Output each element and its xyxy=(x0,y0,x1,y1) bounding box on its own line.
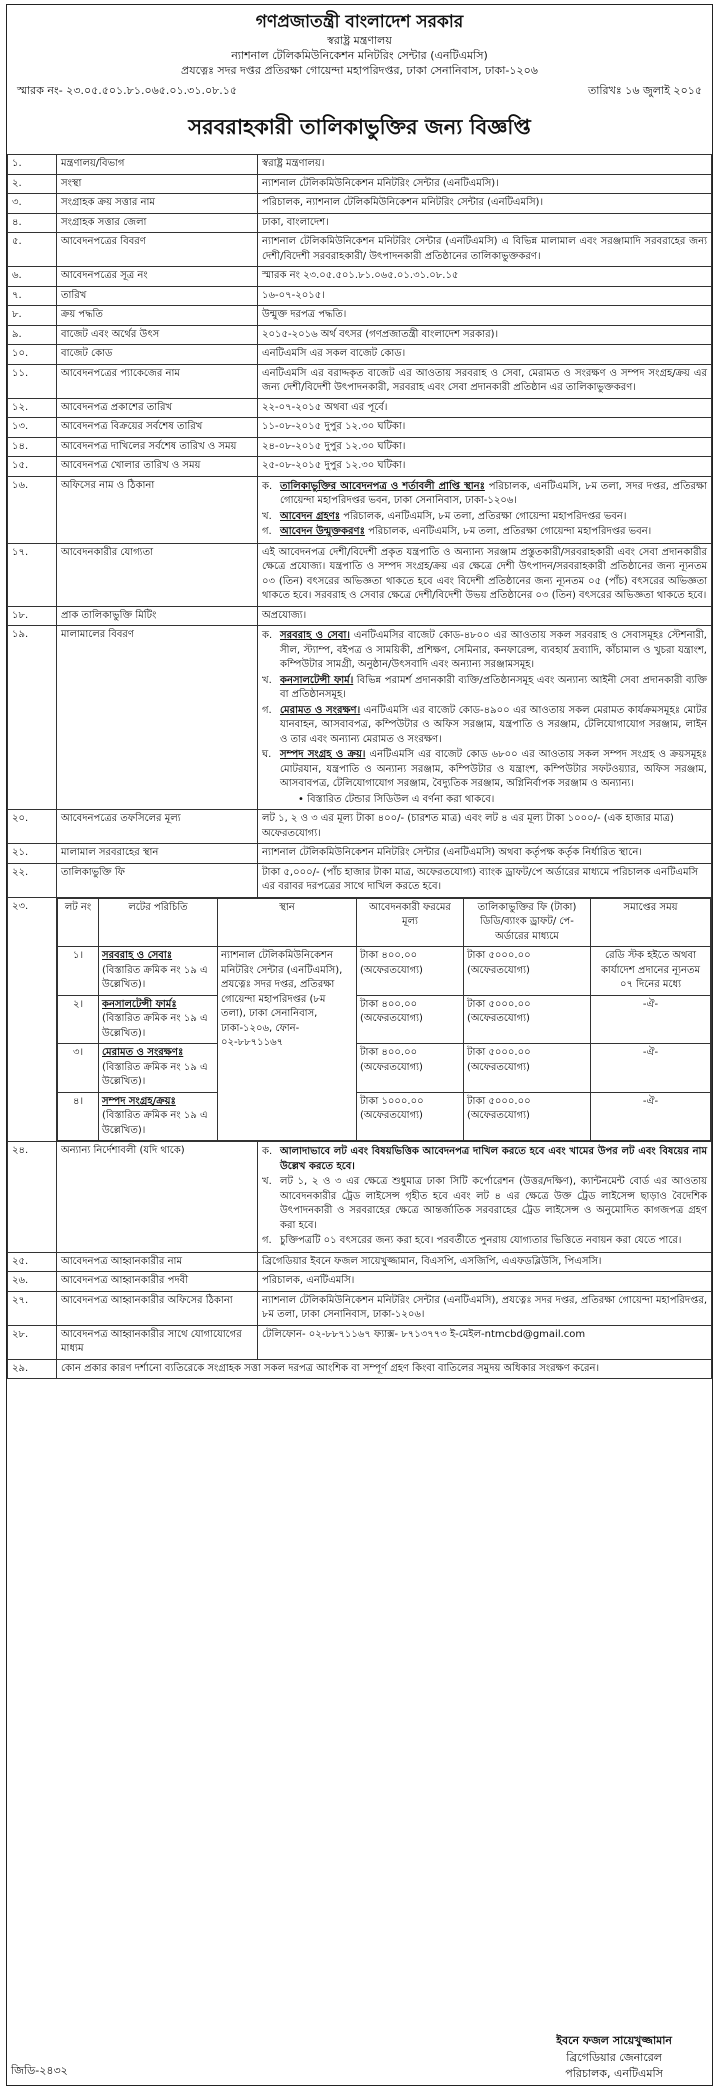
row-value: ১১-০৮-২০১৫ দুপুর ১২.৩০ ঘটিকা। xyxy=(258,418,712,438)
item-heading: সম্পদ সংগ্রহ ও ক্রয়। xyxy=(280,749,366,761)
row-value: ব্রিগেডিয়ার ইবনে ফজল সায়েখুজ্জামান, বিএসপি, এসজিপি, এএফডব্লিউসি, পিএসসি। xyxy=(258,1252,712,1272)
item-key: ক. xyxy=(262,480,273,492)
table-row xyxy=(8,194,712,214)
row-value: টেলিফোন- ০২-৮৮৭১১৬৭ ফ্যাক্স- ৮৭১৩৭৭৩ ই-মেইল-ntmcbd@gmail.com xyxy=(258,1325,712,1359)
row-label: আবেদনপত্র আহ্বানকারীর নাম xyxy=(57,1252,258,1272)
row-value xyxy=(258,1142,712,1253)
price-value: টাকা ১০০০.০০ xyxy=(360,1095,424,1107)
row-value: ২৪-০৮-২০১৫ দুপুর ১২.৩০ ঘটিকা। xyxy=(258,437,712,457)
price-note: (অফেরতযোগ্য) xyxy=(360,1013,423,1025)
row-number: ১২. xyxy=(8,398,57,418)
row-number: ৫. xyxy=(8,233,57,267)
row-label: আবেদনকারীর যোগ্যতা xyxy=(57,543,258,606)
item-key: গ. xyxy=(262,526,272,538)
lot-row xyxy=(58,1044,711,1093)
footer xyxy=(7,2033,712,2085)
table-row xyxy=(8,345,712,365)
row-number: ১. xyxy=(8,155,57,175)
lot-row xyxy=(58,947,711,996)
lots-header-cell: তালিকাভুক্তির ফি (টাকা) ডিডি/ব্যাংক ড্রাফট/ পে-অর্ডারের মাধ্যমে xyxy=(464,898,591,947)
table-row xyxy=(8,1272,712,1292)
lot-completion-time: -ঐ- xyxy=(591,1092,711,1141)
lot-description xyxy=(99,947,218,996)
item-body: লট ১, ২ ও ৩ এর ক্ষেত্রে শুধুমাত্র ঢাকা সিটি কর্পোরেশন (উত্তর/দক্ষিণ), ক্যান্টনমেন্ট বোর্ড এর আওতায় আবেদনকারীর ট্রেড লাইসেন্স গৃহীত হবে এবং লট ৪ এর ক্ষেত্রে উক্ত ট্রেড লাইসেন্স ছাড়াও বৈদেশিক উৎপাদনকারী ও সরবরাহের ক্ষেত্রে আন্তর্জাতিক সরবরাহের ট্রেড লাইসেন্স ও অনুমোদিত কাগজপত্র গ্রহণ করা হবে। xyxy=(280,1176,707,1231)
list-item xyxy=(262,1175,707,1233)
row-number: ২৮. xyxy=(8,1325,57,1359)
row-value: টাকা ৫,০০০/- (পাঁচ হাজার টাকা মাত্র, অফেরতযোগ্য) ব্যাংক ড্রাফট/পে অর্ডারের মাধ্যমে পরিচালক এনটিএমসি এর বরাবর দরপত্রের সাথে দাখিল করতে হবে। xyxy=(258,863,712,897)
lots-header-row xyxy=(58,898,711,947)
table-row xyxy=(8,267,712,287)
row-value: ন্যাশনাল টেলিকমিউনিকেশন মনিটরিং সেন্টার (এনটিএমসি)। xyxy=(258,174,712,194)
row-number: ১৩. xyxy=(8,418,57,438)
table-row xyxy=(8,155,712,175)
table-row xyxy=(8,325,712,345)
item-key: ক. xyxy=(262,630,273,642)
header xyxy=(7,11,712,78)
lot-number: ৪। xyxy=(58,1092,99,1141)
lot-description xyxy=(99,995,218,1044)
row-label: মালামালের বিবরণ xyxy=(57,626,258,810)
table-row xyxy=(8,543,712,606)
table-row xyxy=(8,810,712,844)
item-body: পরিচালক, এনটিএমসি, ৮ম তলা, সদর দপ্তর, প্রতিরক্ষা গোয়েন্দা মহাপরিদপ্তর ভবন, ঢাকা সেনানিবাস, ঢাকা-১২০৬। xyxy=(280,480,707,507)
lots-header-cell: লটের পরিচিতি xyxy=(99,898,218,947)
lots-cell xyxy=(57,897,712,1142)
row-value: ২০১৫-২০১৬ অর্থ বৎসর (গণপ্রজাতন্ত্রী বাংলাদেশ সরকার)। xyxy=(258,325,712,345)
item-body: বিভিন্ন পরামর্শ প্রদানকারী ব্যক্তি/প্রতিষ্ঠানসমূহ এবং অন্যান্য আইনী সেবা প্রদানকারী ব্যক্তি বা প্রতিষ্ঠানসমূহ। xyxy=(280,674,707,701)
lots-header-cell: স্থান xyxy=(218,898,357,947)
item-heading: তালিকাভুক্তির আবেদনপত্র ও শর্তাবলী প্রাপ্তি স্থানঃ xyxy=(280,480,485,492)
row-number: ১৭. xyxy=(8,543,57,606)
row-number: ২৭. xyxy=(8,1291,57,1325)
lot-row xyxy=(58,995,711,1044)
fee-note: (অফেরতযোগ্য) xyxy=(467,1061,530,1073)
item-key: গ. xyxy=(262,704,272,716)
row-label: মালামাল সরবরাহের স্থান xyxy=(57,844,258,864)
item-text xyxy=(280,1145,707,1174)
list-item xyxy=(262,480,707,509)
lot-subtitle: (বিস্তারিত ক্রমিক নং ১৯ এ উল্লেখিত)। xyxy=(102,1110,208,1136)
row-number: ৯. xyxy=(8,325,57,345)
row-value: স্মারক নং ২৩.০৫.৫০১.৮১.০৬৫.০১.৩১.০৮.১৫ xyxy=(258,267,712,287)
lot-completion-time: -ঐ- xyxy=(591,1044,711,1093)
row-label: সংস্থা xyxy=(57,174,258,194)
lot-subtitle: (বিস্তারিত ক্রমিক নং ১৯ এ উল্লেখিত)। xyxy=(102,964,208,991)
row-label: আবেদনপত্র আহ্বানকারীর পদবী xyxy=(57,1272,258,1292)
signatory-rank: ব্রিগেডিয়ার জেনারেল xyxy=(566,2050,663,2064)
row-value xyxy=(258,476,712,543)
row-number: ১০. xyxy=(8,345,57,365)
row-label: আবেদনপত্রের তফসিলের মূল্য xyxy=(57,810,258,844)
row-number: ১৫. xyxy=(8,457,57,477)
item-key: ঘ. xyxy=(262,749,272,761)
row-value: ২২-০৭-২০১৫ অথবা এর পূর্বে। xyxy=(258,398,712,418)
reference-line xyxy=(7,78,712,103)
item-body: পরিচালক, এনটিএমসি, ৮ম তলা, প্রতিরক্ষা গোয়েন্দা মহাপরিদপ্তর ভবন। xyxy=(340,510,627,522)
row-number: ২. xyxy=(8,174,57,194)
table-row xyxy=(8,1291,712,1325)
list-item xyxy=(262,748,707,792)
list-item xyxy=(262,1145,707,1174)
row-label: আবেদনপত্র আহ্বানকারীর অফিসের ঠিকানা xyxy=(57,1291,258,1325)
row-label: আবেদনপত্র বিক্রয়ের সর্বশেষ তারিখ xyxy=(57,418,258,438)
fee-value: টাকা ৫০০০.০০ xyxy=(467,950,531,962)
item-body: এনটিএমসির বাজেট কোড-৪৮০০ এর আওতায় সকল সরবরাহ ও সেবাসমূহঃ স্টেশনারী, সীল, স্ট্যাম্প, বইপত্র ও সাময়িকী, প্রশিক্ষণ, সেমিনার, কনফারেন্স, ব্যবহার্য দ্রব্যাদি, কাঁচামাল ও খুচরা যন্ত্রাংশ, কম্পিউটার সামগ্রী, অনুষ্ঠান/উৎসবাদি এবং অন্যান্য সরঞ্জামসমূহ। xyxy=(280,630,707,671)
row-number: ১৬. xyxy=(8,476,57,543)
item-heading: আবেদন গ্রহণঃ xyxy=(280,510,341,522)
item-body: এনটিএমসি এর বাজেট কোড-৪৯০০ এর আওতায় সকল মেরামত কার্যক্রমসমূহঃ মোটর যানবাহন, আসবাবপত্র, কম্পিউটার ও অফিস সরঞ্জাম, যন্ত্রপাতি ও সরঞ্জাম, টেলিযোগাযোগ সরঞ্জাম, লাইন ও তার এবং অন্যান্য মেরামত ও সংরক্ষণ। xyxy=(280,704,707,745)
row-label: আবেদনপত্রের প্যাকেজের নাম xyxy=(57,364,258,398)
row-label: আবেদনপত্রের বিবরণ xyxy=(57,233,258,267)
bullet-text: বিস্তারিত টেন্ডার সিডিউল এ বর্ণনা করা থাকবে। xyxy=(307,793,495,805)
row-label: বাজেট এবং অর্থের উৎস xyxy=(57,325,258,345)
row-number: ৬. xyxy=(8,267,57,287)
table-row xyxy=(8,626,712,810)
list-item xyxy=(262,525,707,540)
signature-block xyxy=(556,2033,672,2083)
memo-date: তারিখঃ ১৬ জুলাই ২০১৫ xyxy=(587,84,702,98)
row-label: আবেদনপত্র দাখিলের সর্বশেষ তারিখ ও সময় xyxy=(57,437,258,457)
row-value: স্বরাষ্ট্র মন্ত্রণালয়। xyxy=(258,155,712,175)
row-label: আবেদনপত্র প্রকাশের তারিখ xyxy=(57,398,258,418)
bullet-note: • বিস্তারিত টেন্ডার সিডিউল এ বর্ণনা করা থাকবে। xyxy=(298,793,495,805)
row-value xyxy=(258,626,712,810)
list-item xyxy=(262,1234,707,1249)
item-heading: মেরামত ও সংরক্ষণ। xyxy=(280,704,361,716)
lots-table xyxy=(57,898,711,1142)
row-value: ন্যাশনাল টেলিকমিউনিকেশন মনিটরিং সেন্টার (এনটিএমসি) অথবা কর্তৃপক্ষ কর্তৃক নির্ধারিত স্থানে। xyxy=(258,844,712,864)
item-text xyxy=(280,704,707,748)
row-label: বাজেট কোড xyxy=(57,345,258,365)
table-row xyxy=(8,1359,712,1379)
table-row xyxy=(8,286,712,306)
lot-number: ২। xyxy=(58,995,99,1044)
table-row xyxy=(8,476,712,543)
fee-value: টাকা ৫০০০.০০ xyxy=(467,1047,531,1059)
table-row xyxy=(8,897,712,1142)
item-key: ক. xyxy=(262,1146,273,1158)
price-value: টাকা ৪০০.০০ xyxy=(360,950,418,962)
row-number: ২৬. xyxy=(8,1272,57,1292)
fee-note: (অফেরতযোগ্য) xyxy=(467,964,530,976)
lots-header-cell: লট নং xyxy=(58,898,99,947)
item-key: খ. xyxy=(262,510,272,522)
lot-fee xyxy=(464,995,591,1044)
table-row xyxy=(8,213,712,233)
row-number: ২৫. xyxy=(8,1252,57,1272)
row-label: সংগ্রাহক ক্রয় সত্তার নাম xyxy=(57,194,258,214)
row-number: ১১. xyxy=(8,364,57,398)
row-label: সংগ্রাহক সত্তার জেলা xyxy=(57,213,258,233)
row-number: ২১. xyxy=(8,844,57,864)
item-body: আলাদাভাবে লট এবং বিষয়ভিত্তিক আবেদনপত্র দাখিল করতে হবে এবং খামের উপর লট এবং বিষয়ের নাম উল্লেখ করতে হবে। xyxy=(280,1146,707,1172)
memo-number: স্মারক নং- ২৩.০৫.৫০১.৮১.০৬৫.০১.৩১.০৮.১৫ xyxy=(17,84,238,98)
item-heading: সরবরাহ ও সেবা। xyxy=(280,630,350,642)
row-label: তারিখ xyxy=(57,286,258,306)
lot-title: সরবরাহ ও সেবাঃ xyxy=(102,950,173,962)
row-label: আবেদনপত্র আহ্বানকারীর সাথে যোগাযোগের মাধ্যম xyxy=(57,1325,258,1359)
row-number: ২৯. xyxy=(8,1359,57,1379)
table-row xyxy=(8,1252,712,1272)
row-number: ২৪. xyxy=(8,1142,57,1253)
notice-title: সরবরাহকারী তালিকাভুক্তির জন্য বিজ্ঞপ্তি xyxy=(188,115,531,140)
item-text xyxy=(280,1175,707,1233)
lot-form-price xyxy=(357,947,464,996)
item-key: গ. xyxy=(262,1235,272,1247)
row-value: এই আবেদনপত্র দেশী/বিদেশী প্রকৃত যন্ত্রপাতি ও অন্যান্য সরঞ্জাম প্রস্তুতকারী/সরবরাহকারী এবং সেবা প্রদানকারীর ক্ষেত্রে প্রযোজ্য। যন্ত্রপাতি ও সম্পদ সংগ্রহ/ক্রয় এর ক্ষেত্রে দেশী উৎপাদন/সরবরাহকারী প্রতিষ্ঠানের জন্য ন্যূনতম ০৩ (তিন) বৎসরের অভিজ্ঞতা থাকতে হবে এবং বিদেশী প্রতিষ্ঠানের জন্য ন্যূনতম ০৫ (পাঁচ) বৎসরের অভিজ্ঞতা থাকতে হবে। সরবরাহ ও সেবার ক্ষেত্রে দেশী/বিদেশী উভয় প্রতিষ্ঠানের ০৩ (তিন) বৎসরের অভিজ্ঞতা থাকতে হবে। xyxy=(258,543,712,606)
item-body: পরিচালক, এনটিএমসি, ৮ম তলা, প্রতিরক্ষা গোয়েন্দা মহাপরিদপ্তর ভবন। xyxy=(364,526,652,538)
table-row xyxy=(8,1142,712,1253)
row-label: ক্রয় পদ্ধতি xyxy=(57,306,258,326)
table-row xyxy=(8,398,712,418)
lot-subtitle: (বিস্তারিত ক্রমিক নং ১৯ এ উল্লেখিত)। xyxy=(102,1013,208,1039)
lot-title: মেরামত ও সংরক্ষণঃ xyxy=(102,1047,184,1059)
row-number: ১৯. xyxy=(8,626,57,810)
table-row xyxy=(8,418,712,438)
center-address: প্রযত্নেঃ সদর দপ্তর প্রতিরক্ষা গোয়েন্দা মহাপরিদপ্তর, ঢাকা সেনানিবাস, ঢাকা-১২০৬ xyxy=(181,63,538,77)
row-label: মন্ত্রণালয়/বিভাগ xyxy=(57,155,258,175)
item-text xyxy=(280,629,707,673)
notice-table xyxy=(7,154,712,1379)
lot-completion-time: -ঐ- xyxy=(591,995,711,1044)
table-row xyxy=(8,364,712,398)
lot-row xyxy=(58,1092,711,1141)
lot-fee xyxy=(464,947,591,996)
item-text xyxy=(280,674,707,703)
row-number: ১৪. xyxy=(8,437,57,457)
lot-form-price xyxy=(357,995,464,1044)
table-row xyxy=(8,844,712,864)
table-row xyxy=(8,437,712,457)
row-number: ৮. xyxy=(8,306,57,326)
row-value: এনটিএমসি এর বরাদ্দকৃত বাজেট এর আওতায় সরবরাহ ও সেবা, মেরামত ও সংরক্ষণ ও সম্পদ সংগ্রহ/ক্রয় এর জন্য দেশী/বিদেশী উৎপাদনকারী, সরবরাহ এবং সেবা প্রদানকারী প্রতিষ্ঠান এর তালিকাভুক্তকরণ। xyxy=(258,364,712,398)
gd-number: জিডি-২৪৩২ xyxy=(11,2064,68,2077)
govt-title: গণপ্রজাতন্ত্রী বাংলাদেশ সরকার xyxy=(255,12,464,32)
item-heading: আবেদন উন্মুক্তকরণঃ xyxy=(280,526,365,538)
price-note: (অফেরতযোগ্য) xyxy=(360,1061,423,1073)
goods-list xyxy=(262,629,707,792)
table-row xyxy=(8,1325,712,1359)
row-number: ২৩. xyxy=(8,897,57,1142)
signatory-name: ইবনে ফজল সায়েখুজ্জামান xyxy=(556,2034,672,2047)
item-text xyxy=(280,480,707,509)
row-value: লট ১, ২ ও ৩ এর মূল্য টাকা ৪০০/- (চারশত মাত্র) এবং লট ৪ এর মূল্য টাকা ১০০০/- (এক হাজার মাত্র) অফেরতযোগ্য। xyxy=(258,810,712,844)
lot-number: ১। xyxy=(58,947,99,996)
fee-value: টাকা ৫০০০.০০ xyxy=(467,1095,531,1107)
row-value: পরিচালক, ন্যাশনাল টেলিকমিউনিকেশন মনিটরিং সেন্টার (এনটিএমসি)। xyxy=(258,194,712,214)
row-value: ঢাকা, বাংলাদেশ। xyxy=(258,213,712,233)
item-text xyxy=(280,525,707,540)
table-row xyxy=(8,174,712,194)
table-row xyxy=(8,306,712,326)
lot-description xyxy=(99,1044,218,1093)
price-value: টাকা ৪০০.০০ xyxy=(360,998,418,1010)
row-value: পরিচালক, এনটিএমসি। xyxy=(258,1272,712,1292)
row-number: ৪. xyxy=(8,213,57,233)
center-name: ন্যাশনাল টেলিকমিউনিকেশন মনিটরিং সেন্টার (এনটিএমসি) xyxy=(231,48,488,62)
lot-completion-time: রেডি স্টক হইতে অথবা কার্যাদেশ প্রদানের ন্যূনতম ০৭ দিনের মধ্যে xyxy=(591,947,711,996)
lot-place: ন্যাশনাল টেলিকমিউনিকেশন মনিটরিং সেন্টার (এনটিএমসি), প্রযত্নেঃ সদর দপ্তর, প্রতিরক্ষা গোয়েন্দা মহাপরিদপ্তর (৮ম তলা), ঢাকা সেনানিবাস, ঢাকা-১২০৬, ফোন- ০২-৮৮৭১১৬৭ xyxy=(218,947,357,1141)
row-value: ১৬-০৭-২০১৫। xyxy=(258,286,712,306)
lot-title: কনসালটেন্সী ফার্মঃ xyxy=(102,998,177,1010)
row-label: প্রাক তালিকাভুক্তি মিটিং xyxy=(57,606,258,626)
list-item xyxy=(262,510,707,525)
fee-note: (অফেরতযোগ্য) xyxy=(467,1110,530,1122)
lot-number: ৩। xyxy=(58,1044,99,1093)
item-key: খ. xyxy=(262,674,272,686)
lot-title: সম্পদ সংগ্রহ/ক্রয়ঃ xyxy=(102,1095,176,1107)
lot-form-price xyxy=(357,1044,464,1093)
item-key: খ. xyxy=(262,1176,272,1188)
row-value: ২৫-০৮-২০১৫ দুপুর ১২.৩০ ঘটিকা। xyxy=(258,457,712,477)
lots-header-cell: সমাপ্তের সময় xyxy=(591,898,711,947)
item-body: এনটিএমসি এর বাজেট কোড ৬৮০০ এর আওতায় সকল সম্পদ সংগ্রহ ও ক্রয়সমূহঃ মোটরযান, যন্ত্রপাতি ও অন্যান্য সরঞ্জাম, কম্পিউটার ও যন্ত্রাংশ, কম্পিউটার সফটওয়্যার, অফিস সরঞ্জাম, আসবাবপত্র, টেলিযোগাযোগ সরঞ্জাম, বৈদ্যুতিক সরঞ্জাম, অগ্নিনির্বাপক সরঞ্জাম ও অন্যান্য। xyxy=(280,749,708,790)
office-list xyxy=(262,480,707,540)
row-label: আবেদনপত্রের সূত্র নং xyxy=(57,267,258,287)
row-value: ন্যাশনাল টেলিকমিউনিকেশন মনিটরিং সেন্টার (এনটিএমসি), প্রযত্নেঃ সদর দপ্তর, প্রতিরক্ষা গোয়েন্দা মহাপরিদপ্তর, ৮ম তলা, ঢাকা সেনানিবাস, ঢাকা-১২০৬। xyxy=(258,1291,712,1325)
row-label: অন্যান্য নির্দেশাবলী (যদি থাকে) xyxy=(57,1142,258,1253)
row-value: উন্মুক্ত দরপত্র পদ্ধতি। xyxy=(258,306,712,326)
price-note: (অফেরতযোগ্য) xyxy=(360,964,423,976)
list-item xyxy=(262,629,707,673)
row-number: ২২. xyxy=(8,863,57,897)
item-text xyxy=(280,1234,707,1249)
item-heading: কনসালটেন্সী ফার্ম। xyxy=(280,674,354,686)
row-value: ন্যাশনাল টেলিকমিউনিকেশন মনিটরিং সেন্টার (এনটিএমসি) এ বিভিন্ন মালামাল এবং সরঞ্জামাদি সরবরাহের জন্য দেশী/বিদেশী সরবরাহকারী/ উৎপাদনকারী প্রতিষ্ঠানের তালিকাভুক্তকরণ। xyxy=(258,233,712,267)
table-row xyxy=(8,863,712,897)
row-label: অফিসের নাম ও ঠিকানা xyxy=(57,476,258,543)
fee-note: (অফেরতযোগ্য) xyxy=(467,1013,530,1025)
lot-subtitle: (বিস্তারিত ক্রমিক নং ১৯ এ উল্লেখিত)। xyxy=(102,1061,208,1088)
table-row xyxy=(8,233,712,267)
list-item xyxy=(262,704,707,748)
row-number: ৭. xyxy=(8,286,57,306)
row-value: এনটিএমসি এর সকল বাজেট কোড। xyxy=(258,345,712,365)
lot-fee xyxy=(464,1092,591,1141)
lot-form-price xyxy=(357,1092,464,1141)
row-label: আবেদনপত্র খোলার তারিখ ও সময় xyxy=(57,457,258,477)
table-row xyxy=(8,457,712,477)
ministry-name: স্বরাষ্ট্র মন্ত্রণালয় xyxy=(327,33,392,47)
row-value: অপ্রযোজ্য। xyxy=(258,606,712,626)
row-number: ১৮. xyxy=(8,606,57,626)
row-number: ৩. xyxy=(8,194,57,214)
lot-fee xyxy=(464,1044,591,1093)
lot-description xyxy=(99,1092,218,1141)
fee-value: টাকা ৫০০০.০০ xyxy=(467,998,531,1010)
notice-page xyxy=(6,4,713,2086)
row-value: কোন প্রকার কারণ দর্শানো ব্যতিরেকে সংগ্রাহক সত্তা সকল দরপত্র আংশিক বা সম্পূর্ণ গ্রহণ কিংবা বাতিলের সমুদয় অধিকার সংরক্ষণ করেন। xyxy=(57,1359,712,1379)
row-label: তালিকাভুক্তি ফি xyxy=(57,863,258,897)
table-row xyxy=(8,606,712,626)
item-body: চুক্তিপত্রটি ০১ বৎসরের জন্য করা হবে। পরবর্তীতে পুনরায় যোগ্যতার ভিত্তিতে নবায়ন করা যেতে পারে। xyxy=(280,1235,682,1247)
item-text xyxy=(280,510,707,525)
price-value: টাকা ৪০০.০০ xyxy=(360,1047,418,1059)
row-number: ২০. xyxy=(8,810,57,844)
signatory-post: পরিচালক, এনটিএমসি xyxy=(565,2067,663,2080)
lots-header-cell: আবেদনকারী ফরমের মূল্য xyxy=(357,898,464,947)
item-text xyxy=(280,748,707,792)
instructions-list xyxy=(262,1145,707,1249)
price-note: (অফেরতযোগ্য) xyxy=(360,1110,423,1122)
list-item xyxy=(262,674,707,703)
